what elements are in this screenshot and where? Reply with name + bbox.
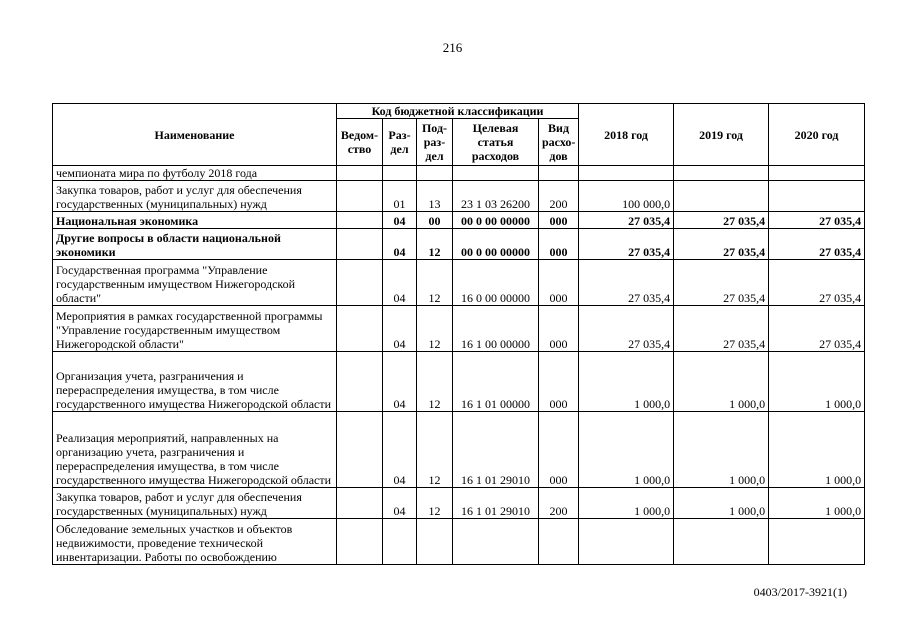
header-razdel: Раз-дел bbox=[383, 119, 417, 166]
cell-podrazdel: 12 bbox=[417, 260, 453, 306]
table-row bbox=[53, 488, 865, 519]
cell-razdel: 04 bbox=[383, 412, 417, 488]
cell-podrazdel: 12 bbox=[417, 306, 453, 352]
cell-celevaya: 00 0 00 00000 bbox=[453, 212, 539, 229]
cell-2019: 27 035,4 bbox=[674, 212, 769, 229]
header-podrazdel: Под-раз-дел bbox=[417, 119, 453, 166]
cell-celevaya: 16 1 01 00000 bbox=[453, 352, 539, 412]
cell-vedomstvo bbox=[337, 181, 383, 212]
cell-2020: 27 035,4 bbox=[769, 212, 865, 229]
header-celevaya: Целевая статья расходов bbox=[453, 119, 539, 166]
document-code: 0403/2017-3921(1) bbox=[753, 585, 847, 599]
cell-podrazdel bbox=[417, 519, 453, 565]
cell-vedomstvo bbox=[337, 412, 383, 488]
cell-2019: 1 000,0 bbox=[674, 488, 769, 519]
cell-celevaya: 16 1 01 29010 bbox=[453, 412, 539, 488]
table-row bbox=[53, 519, 865, 565]
cell-name: Другие вопросы в области национальной экономики bbox=[53, 229, 337, 260]
table-row bbox=[53, 412, 865, 488]
cell-2019: 27 035,4 bbox=[674, 260, 769, 306]
cell-2018: 100 000,0 bbox=[579, 181, 674, 212]
budget-table bbox=[52, 103, 865, 565]
cell-celevaya: 16 1 01 29010 bbox=[453, 488, 539, 519]
cell-vid bbox=[539, 166, 579, 181]
cell-2018: 1 000,0 bbox=[579, 488, 674, 519]
header-name: Наименование bbox=[53, 104, 337, 166]
cell-vid: 000 bbox=[539, 212, 579, 229]
table-row bbox=[53, 306, 865, 352]
cell-podrazdel bbox=[417, 166, 453, 181]
cell-name: Обследование земельных участков и объектов недвижимости, проведение технической инвентаризации. Работы по освобождению bbox=[53, 519, 337, 565]
header-code-group: Код бюджетной классификации bbox=[337, 104, 579, 119]
header-2018: 2018 год bbox=[579, 104, 674, 166]
cell-vid: 000 bbox=[539, 412, 579, 488]
cell-name: Закупка товаров, работ и услуг для обеспечения государственных (муниципальных) нужд bbox=[53, 488, 337, 519]
cell-2020: 27 035,4 bbox=[769, 260, 865, 306]
table-row bbox=[53, 260, 865, 306]
cell-2020 bbox=[769, 181, 865, 212]
cell-2018: 1 000,0 bbox=[579, 352, 674, 412]
cell-vedomstvo bbox=[337, 212, 383, 229]
cell-2019 bbox=[674, 519, 769, 565]
cell-vedomstvo bbox=[337, 488, 383, 519]
cell-2019 bbox=[674, 181, 769, 212]
cell-celevaya bbox=[453, 519, 539, 565]
cell-name: Организация учета, разграничения и перераспределения имущества, в том числе государственного имущества Нижегородской области bbox=[53, 352, 337, 412]
cell-podrazdel: 00 bbox=[417, 212, 453, 229]
cell-2018: 27 035,4 bbox=[579, 212, 674, 229]
header-vid: Вид расхо-дов bbox=[539, 119, 579, 166]
cell-vedomstvo bbox=[337, 519, 383, 565]
cell-2019: 27 035,4 bbox=[674, 229, 769, 260]
cell-vedomstvo bbox=[337, 352, 383, 412]
cell-2019: 27 035,4 bbox=[674, 306, 769, 352]
header-2019: 2019 год bbox=[674, 104, 769, 166]
cell-2018 bbox=[579, 166, 674, 181]
cell-2018: 27 035,4 bbox=[579, 229, 674, 260]
cell-razdel: 04 bbox=[383, 306, 417, 352]
cell-podrazdel: 12 bbox=[417, 412, 453, 488]
cell-2018: 27 035,4 bbox=[579, 306, 674, 352]
cell-2020: 1 000,0 bbox=[769, 488, 865, 519]
cell-razdel bbox=[383, 166, 417, 181]
table-row bbox=[53, 229, 865, 260]
cell-2018: 27 035,4 bbox=[579, 260, 674, 306]
cell-2019: 1 000,0 bbox=[674, 352, 769, 412]
cell-2020 bbox=[769, 166, 865, 181]
cell-podrazdel: 12 bbox=[417, 488, 453, 519]
cell-razdel: 01 bbox=[383, 181, 417, 212]
cell-2020 bbox=[769, 519, 865, 565]
cell-celevaya: 23 1 03 26200 bbox=[453, 181, 539, 212]
cell-razdel: 04 bbox=[383, 488, 417, 519]
cell-vid: 000 bbox=[539, 352, 579, 412]
cell-vid bbox=[539, 519, 579, 565]
cell-vedomstvo bbox=[337, 306, 383, 352]
header-2020: 2020 год bbox=[769, 104, 865, 166]
cell-vid: 000 bbox=[539, 260, 579, 306]
cell-vid: 000 bbox=[539, 229, 579, 260]
cell-vedomstvo bbox=[337, 260, 383, 306]
cell-razdel bbox=[383, 519, 417, 565]
cell-celevaya: 16 1 00 00000 bbox=[453, 306, 539, 352]
cell-name: Государственная программа "Управление государственным имуществом Нижегородской области" bbox=[53, 260, 337, 306]
header-vedomstvo: Ведом-ство bbox=[337, 119, 383, 166]
cell-vid: 000 bbox=[539, 306, 579, 352]
table-row bbox=[53, 166, 865, 181]
cell-celevaya: 00 0 00 00000 bbox=[453, 229, 539, 260]
cell-2019 bbox=[674, 166, 769, 181]
table-row bbox=[53, 212, 865, 229]
cell-vid: 200 bbox=[539, 488, 579, 519]
cell-podrazdel: 12 bbox=[417, 352, 453, 412]
table-row bbox=[53, 181, 865, 212]
cell-name: Национальная экономика bbox=[53, 212, 337, 229]
table-row bbox=[53, 352, 865, 412]
cell-celevaya bbox=[453, 166, 539, 181]
cell-celevaya: 16 0 00 00000 bbox=[453, 260, 539, 306]
cell-name: Мероприятия в рамках государственной программы "Управление государственным имуществом Нижегородской области" bbox=[53, 306, 337, 352]
cell-podrazdel: 13 bbox=[417, 181, 453, 212]
cell-razdel: 04 bbox=[383, 260, 417, 306]
cell-razdel: 04 bbox=[383, 352, 417, 412]
cell-2019: 1 000,0 bbox=[674, 412, 769, 488]
cell-2020: 27 035,4 bbox=[769, 229, 865, 260]
cell-2020: 27 035,4 bbox=[769, 306, 865, 352]
cell-name: чемпионата мира по футболу 2018 года bbox=[53, 166, 337, 181]
page-number: 216 bbox=[442, 40, 463, 55]
cell-2020: 1 000,0 bbox=[769, 352, 865, 412]
cell-vid: 200 bbox=[539, 181, 579, 212]
cell-vedomstvo bbox=[337, 229, 383, 260]
cell-2018 bbox=[579, 519, 674, 565]
cell-razdel: 04 bbox=[383, 212, 417, 229]
cell-2018: 1 000,0 bbox=[579, 412, 674, 488]
cell-podrazdel: 12 bbox=[417, 229, 453, 260]
cell-2020: 1 000,0 bbox=[769, 412, 865, 488]
cell-vedomstvo bbox=[337, 166, 383, 181]
cell-razdel: 04 bbox=[383, 229, 417, 260]
cell-name: Закупка товаров, работ и услуг для обеспечения государственных (муниципальных) нужд bbox=[53, 181, 337, 212]
cell-name: Реализация мероприятий, направленных на организацию учета, разграничения и перераспределения имущества, в том числе государственного имущества Нижегородской области bbox=[53, 412, 337, 488]
